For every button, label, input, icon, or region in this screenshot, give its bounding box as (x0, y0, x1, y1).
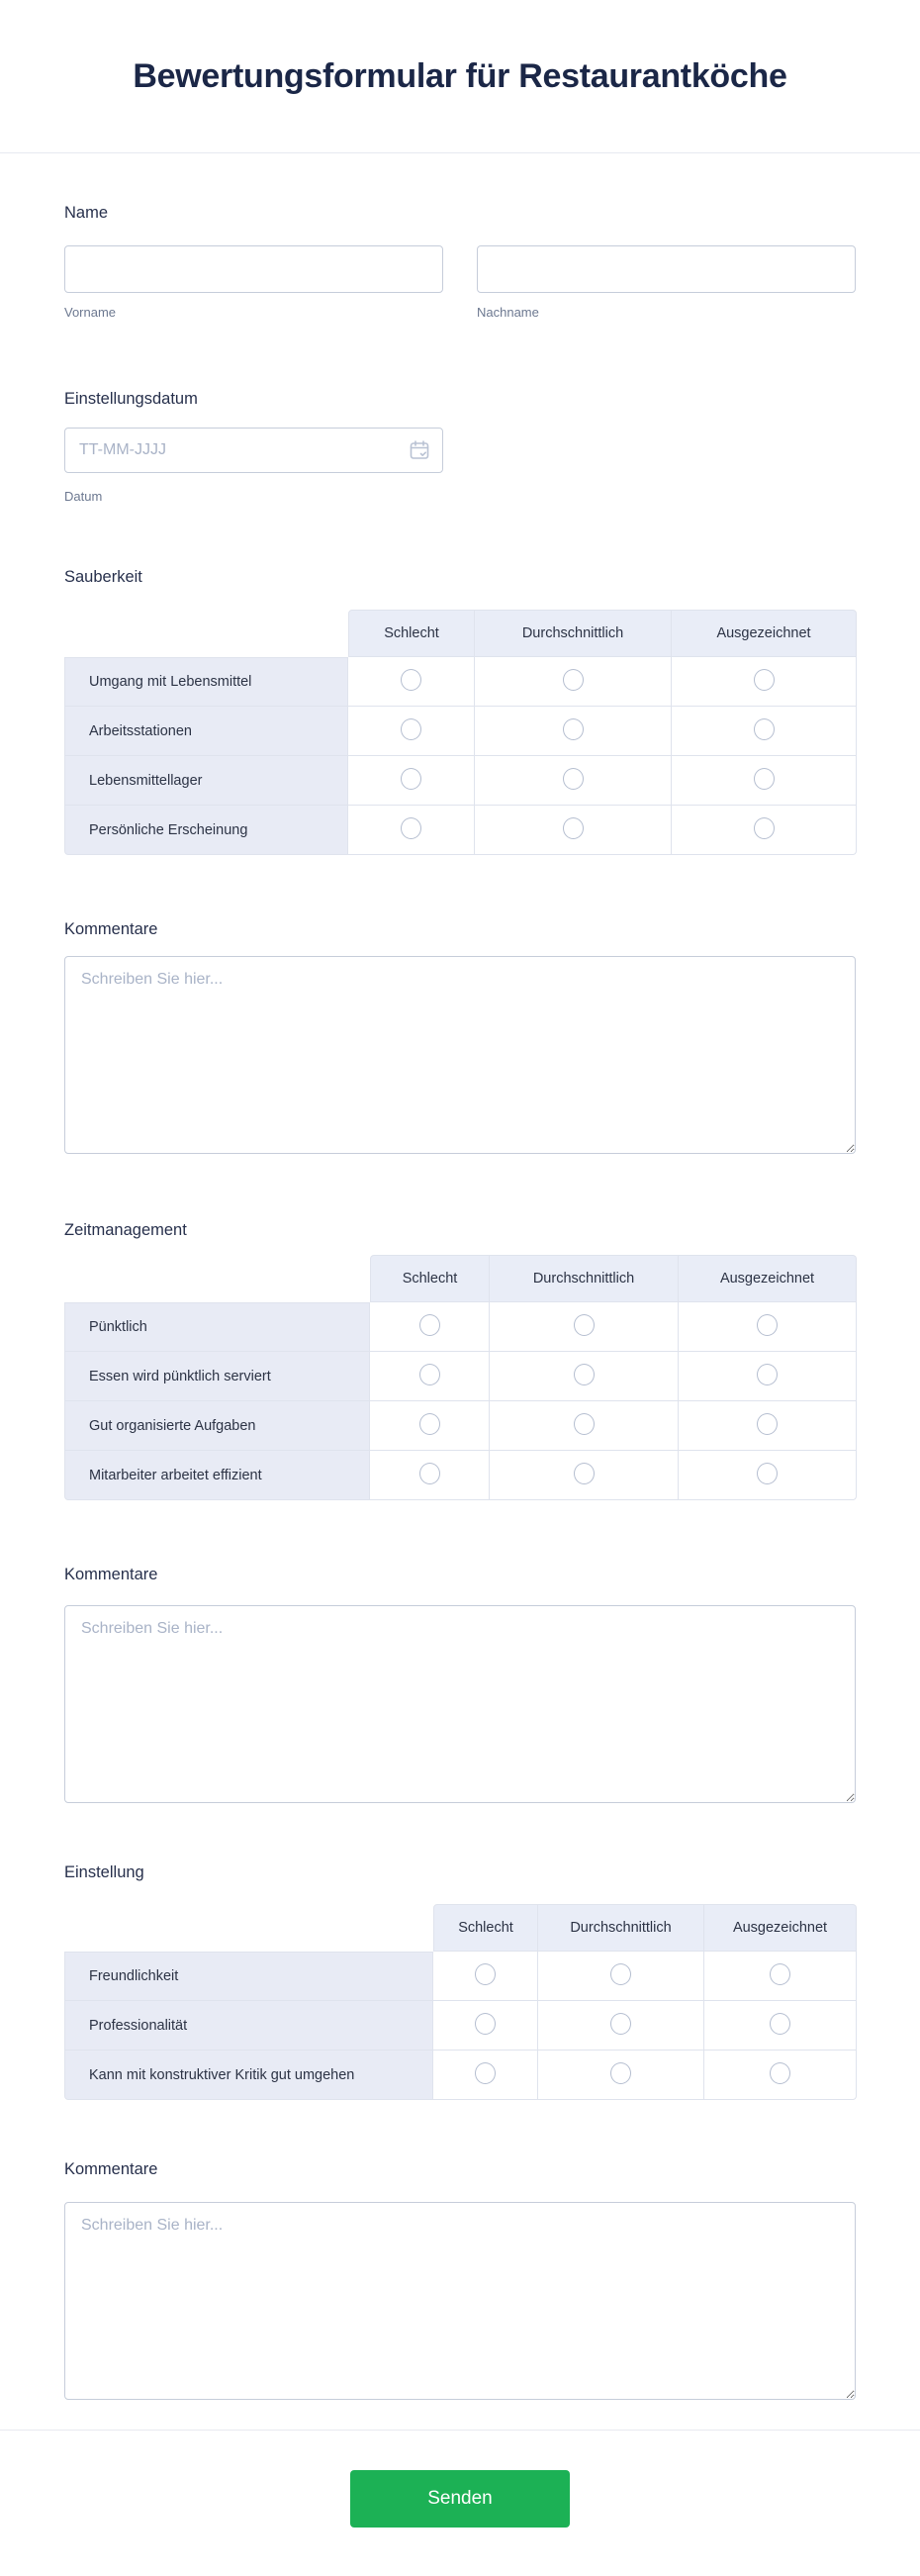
einstellung-r2-ausgezeichnet-radio-cell[interactable] (704, 2051, 857, 2100)
sauberkeit-r2-durchschnittlich-radio-cell[interactable] (475, 756, 672, 806)
radio-button[interactable] (574, 1463, 595, 1484)
column-header-schlecht: Schlecht (370, 1255, 490, 1302)
zeitmanagement-row-label-1: Essen wird pünktlich serviert (64, 1352, 370, 1401)
radio-button[interactable] (754, 817, 775, 839)
sauberkeit-row-label-2: Lebensmittellager (64, 756, 348, 806)
radio-button[interactable] (754, 669, 775, 691)
sauberkeit-row-label-3: Persönliche Erscheinung (64, 806, 348, 855)
radio-button[interactable] (475, 2013, 496, 2035)
sauberkeit-table-row (64, 707, 857, 756)
zeitmanagement-r2-schlecht-radio-cell[interactable] (370, 1401, 490, 1451)
sauberkeit-table-row (64, 806, 857, 855)
hire-date-question-label: Einstellungsdatum (64, 390, 198, 408)
einstellung-r0-durchschnittlich-radio-cell[interactable] (538, 1952, 704, 2001)
einstellung-r1-schlecht-radio-cell[interactable] (433, 2001, 538, 2051)
comments-1-label: Kommentare (64, 920, 158, 938)
einstellung-r2-schlecht-radio-cell[interactable] (433, 2051, 538, 2100)
corner-cell (64, 610, 348, 657)
radio-button[interactable] (401, 718, 421, 740)
column-header-ausgezeichnet: Ausgezeichnet (679, 1255, 857, 1302)
zeitmanagement-r2-ausgezeichnet-radio-cell[interactable] (679, 1401, 857, 1451)
sauberkeit-r1-ausgezeichnet-radio-cell[interactable] (672, 707, 857, 756)
column-header-schlecht: Schlecht (433, 1904, 538, 1952)
radio-button[interactable] (754, 718, 775, 740)
corner-cell (64, 1255, 370, 1302)
radio-button[interactable] (563, 718, 584, 740)
zeitmanagement-rating-table (64, 1255, 857, 1500)
first-name-field[interactable] (64, 245, 443, 293)
first-name-sublabel: Vorname (64, 305, 117, 320)
zeitmanagement-table-row (64, 1401, 857, 1451)
hire-date-input-wrap (64, 428, 443, 473)
comments-2-textarea[interactable] (64, 1605, 856, 1803)
comments-1-textarea[interactable] (64, 956, 856, 1154)
form-body (64, 153, 856, 2430)
radio-button[interactable] (610, 2062, 631, 2084)
column-header-durchschnittlich: Durchschnittlich (490, 1255, 679, 1302)
einstellung-row-label-1: Professionalität (64, 2001, 433, 2051)
radio-button[interactable] (757, 1314, 778, 1336)
zeitmanagement-row-label-3: Mitarbeiter arbeitet effizient (64, 1451, 370, 1500)
radio-button[interactable] (610, 2013, 631, 2035)
name-sublabels-row (64, 305, 856, 321)
sauberkeit-row-label-0: Umgang mit Lebensmittel (64, 657, 348, 707)
comments-2-label: Kommentare (64, 1566, 158, 1583)
einstellung-r1-durchschnittlich-radio-cell[interactable] (538, 2001, 704, 2051)
zeitmanagement-header-row (64, 1255, 857, 1302)
sauberkeit-r1-durchschnittlich-radio-cell[interactable] (475, 707, 672, 756)
einstellung-r0-ausgezeichnet-radio-cell[interactable] (704, 1952, 857, 2001)
zeitmanagement-r3-ausgezeichnet-radio-cell[interactable] (679, 1451, 857, 1500)
zeitmanagement-table-row (64, 1352, 857, 1401)
einstellung-table-row (64, 2001, 857, 2051)
submit-button[interactable]: Senden (350, 2470, 570, 2528)
sauberkeit-rating-table (64, 610, 857, 855)
einstellung-r1-ausgezeichnet-radio-cell[interactable] (704, 2001, 857, 2051)
corner-cell (64, 1904, 433, 1952)
radio-button[interactable] (401, 817, 421, 839)
radio-button[interactable] (754, 768, 775, 790)
name-question-label: Name (64, 204, 109, 222)
sauberkeit-r1-schlecht-radio-cell[interactable] (348, 707, 475, 756)
sauberkeit-r3-ausgezeichnet-radio-cell[interactable] (672, 806, 857, 855)
sauberkeit-table-row (64, 756, 857, 806)
radio-button[interactable] (419, 1314, 440, 1336)
zeitmanagement-table-row (64, 1302, 857, 1352)
zeitmanagement-r0-ausgezeichnet-radio-cell[interactable] (679, 1302, 857, 1352)
einstellung-row-label-2: Kann mit konstruktiver Kritik gut umgehen (64, 2051, 433, 2100)
name-inputs-row (64, 245, 856, 293)
radio-button[interactable] (574, 1314, 595, 1336)
zeitmanagement-row-label-0: Pünktlich (64, 1302, 370, 1352)
radio-button[interactable] (563, 768, 584, 790)
radio-button[interactable] (475, 2062, 496, 2084)
sauberkeit-row-label-1: Arbeitsstationen (64, 707, 348, 756)
zeitmanagement-r0-schlecht-radio-cell[interactable] (370, 1302, 490, 1352)
einstellung-rating-table (64, 1904, 857, 2100)
zeitmanagement-r2-durchschnittlich-radio-cell[interactable] (490, 1401, 679, 1451)
sauberkeit-table-row (64, 657, 857, 707)
last-name-sublabel: Nachname (477, 305, 539, 320)
column-header-schlecht: Schlecht (348, 610, 475, 657)
radio-button[interactable] (770, 1963, 790, 1985)
einstellung-table-row (64, 2051, 857, 2100)
hire-date-field[interactable] (64, 428, 443, 473)
einstellung-r0-schlecht-radio-cell[interactable] (433, 1952, 538, 2001)
comments-3-textarea[interactable] (64, 2202, 856, 2400)
radio-button[interactable] (419, 1413, 440, 1435)
zeitmanagement-r1-durchschnittlich-radio-cell[interactable] (490, 1352, 679, 1401)
radio-button[interactable] (419, 1364, 440, 1385)
zeitmanagement-row-label-2: Gut organisierte Aufgaben (64, 1401, 370, 1451)
sauberkeit-section-label: Sauberkeit (64, 568, 142, 586)
form-footer (0, 2430, 920, 2576)
sauberkeit-header-row (64, 610, 857, 657)
radio-button[interactable] (563, 817, 584, 839)
column-header-ausgezeichnet: Ausgezeichnet (672, 610, 857, 657)
column-header-durchschnittlich: Durchschnittlich (475, 610, 672, 657)
calendar-icon[interactable] (408, 438, 431, 462)
zeitmanagement-r3-durchschnittlich-radio-cell[interactable] (490, 1451, 679, 1500)
comments-3-label: Kommentare (64, 2160, 158, 2178)
sauberkeit-r2-ausgezeichnet-radio-cell[interactable] (672, 756, 857, 806)
page-title: Bewertungsformular für Restaurantköche (133, 56, 787, 95)
radio-button[interactable] (419, 1463, 440, 1484)
column-header-durchschnittlich: Durchschnittlich (538, 1904, 704, 1952)
einstellung-header-row (64, 1904, 857, 1952)
column-header-ausgezeichnet: Ausgezeichnet (704, 1904, 857, 1952)
zeitmanagement-section-label: Zeitmanagement (64, 1221, 187, 1239)
radio-button[interactable] (770, 2062, 790, 2084)
sauberkeit-r0-durchschnittlich-radio-cell[interactable] (475, 657, 672, 707)
sauberkeit-r0-schlecht-radio-cell[interactable] (348, 657, 475, 707)
radio-button[interactable] (610, 1963, 631, 1985)
radio-button[interactable] (574, 1413, 595, 1435)
sauberkeit-r0-ausgezeichnet-radio-cell[interactable] (672, 657, 857, 707)
radio-button[interactable] (574, 1364, 595, 1385)
radio-button[interactable] (563, 669, 584, 691)
einstellung-r2-durchschnittlich-radio-cell[interactable] (538, 2051, 704, 2100)
radio-button[interactable] (757, 1463, 778, 1484)
sauberkeit-r3-schlecht-radio-cell[interactable] (348, 806, 475, 855)
last-name-field[interactable] (477, 245, 856, 293)
zeitmanagement-r1-ausgezeichnet-radio-cell[interactable] (679, 1352, 857, 1401)
radio-button[interactable] (757, 1364, 778, 1385)
einstellung-row-label-0: Freundlichkeit (64, 1952, 433, 2001)
sauberkeit-r2-schlecht-radio-cell[interactable] (348, 756, 475, 806)
radio-button[interactable] (757, 1413, 778, 1435)
zeitmanagement-r1-schlecht-radio-cell[interactable] (370, 1352, 490, 1401)
hire-date-sublabel: Datum (64, 489, 103, 504)
radio-button[interactable] (770, 2013, 790, 2035)
einstellung-section-label: Einstellung (64, 1863, 144, 1881)
zeitmanagement-r0-durchschnittlich-radio-cell[interactable] (490, 1302, 679, 1352)
radio-button[interactable] (401, 768, 421, 790)
zeitmanagement-r3-schlecht-radio-cell[interactable] (370, 1451, 490, 1500)
form-header (0, 0, 920, 153)
einstellung-table-row (64, 1952, 857, 2001)
radio-button[interactable] (401, 669, 421, 691)
sauberkeit-r3-durchschnittlich-radio-cell[interactable] (475, 806, 672, 855)
radio-button[interactable] (475, 1963, 496, 1985)
zeitmanagement-table-row (64, 1451, 857, 1500)
